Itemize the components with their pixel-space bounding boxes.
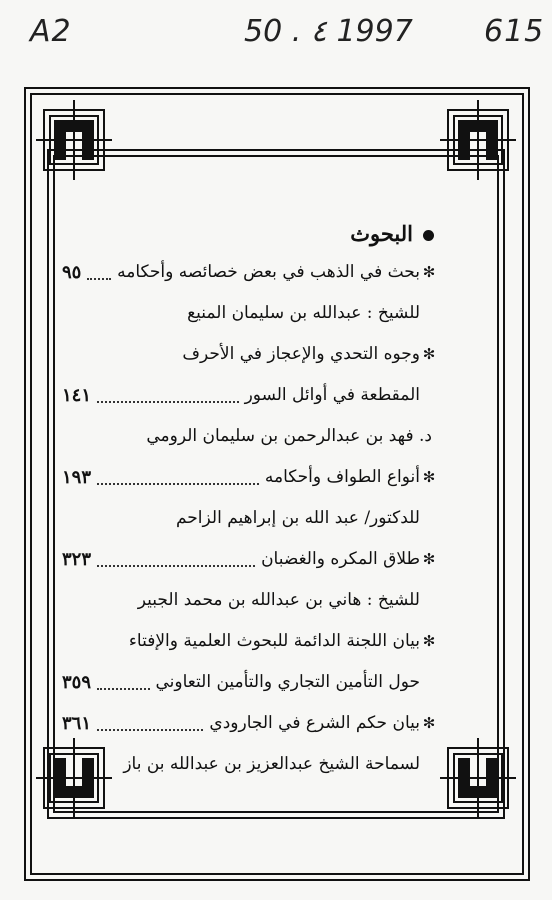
entry-title: بيان حكم الشرع في الجارودي	[209, 713, 420, 733]
page-number: ٣٦١	[62, 713, 92, 734]
dot-leader	[97, 483, 259, 485]
entry-author: لسماحة الشيخ عبدالعزيز بن عبدالله بن باز	[123, 754, 420, 774]
page-number: ٣٢٣	[62, 549, 92, 570]
asterisk-icon: ✻	[422, 263, 436, 281]
entry-author: د. فهد بن عبدالرحمن بن سليمان الرومي	[146, 426, 432, 446]
entry-title: وجوه التحدي والإعجاز في الأحرف	[182, 344, 420, 364]
asterisk-icon: ✻	[422, 632, 436, 650]
list-item	[62, 293, 438, 334]
list-item	[62, 580, 438, 621]
entry-title: بيان اللجنة الدائمة للبحوث العلمية والإفتاء	[128, 631, 420, 651]
asterisk-icon: ✻	[422, 345, 436, 363]
list-item	[62, 621, 438, 662]
list-item	[62, 703, 438, 744]
table-of-contents	[62, 216, 438, 785]
entry-title: بحث في الذهب في بعض خصائصه وأحكامه	[117, 262, 420, 282]
list-item	[62, 498, 438, 539]
list-item	[62, 539, 438, 580]
page-number: ٩٥	[62, 262, 82, 283]
list-item	[62, 416, 438, 457]
entry-author: للشيخ : هاني بن عبدالله بن محمد الجبير	[137, 590, 420, 610]
list-item	[62, 375, 438, 416]
entry-title-continued: حول التأمين التجاري والتأمين التعاوني	[155, 672, 420, 692]
handwritten-note-left: A2	[30, 14, 72, 49]
entry-author: للدكتور/ عبد الله بن إبراهيم الزاحم	[175, 508, 420, 528]
handwritten-note-center: 50 . ٤ 1997	[244, 14, 413, 49]
entry-author: للشيخ : عبدالله بن سليمان المنيع	[187, 303, 420, 323]
dot-leader	[97, 688, 150, 690]
list-item	[62, 662, 438, 703]
dot-leader	[97, 565, 255, 567]
asterisk-icon: ✻	[422, 550, 436, 568]
asterisk-icon: ✻	[422, 468, 436, 486]
dot-leader	[97, 401, 239, 403]
list-item	[62, 334, 438, 375]
page-number: ١٩٣	[62, 467, 92, 488]
bullet-icon	[423, 230, 434, 241]
section-heading	[62, 216, 438, 252]
dot-leader	[97, 729, 203, 731]
section-heading-text: البحوث	[350, 221, 413, 246]
list-item	[62, 457, 438, 498]
entry-title: طلاق المكره والغضبان	[261, 549, 420, 569]
entry-title: أنواع الطواف وأحكامه	[264, 467, 420, 487]
entry-title-continued: المقطعة في أوائل السور	[244, 385, 420, 405]
dot-leader	[87, 278, 111, 280]
list-item	[62, 744, 438, 785]
page-number: ٣٥٩	[62, 672, 92, 693]
list-item	[62, 252, 438, 293]
asterisk-icon: ✻	[422, 714, 436, 732]
handwritten-note-right: 615	[484, 14, 545, 49]
page-number: ١٤١	[62, 385, 92, 406]
